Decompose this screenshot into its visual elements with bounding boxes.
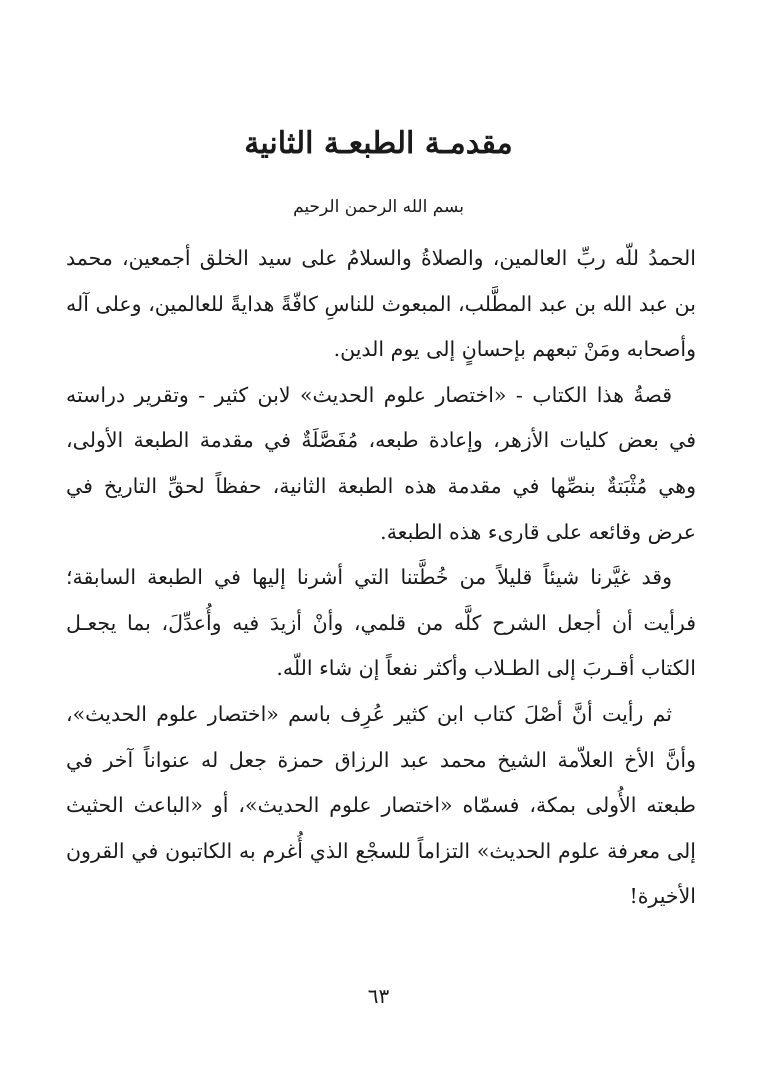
basmala: بسم الله الرحمن الرحيم	[293, 197, 464, 217]
body-text	[66, 236, 696, 920]
page-number: ٦٣	[367, 984, 390, 1008]
paragraph-1: الحمدُ للّه ربِّ العالمين، والصلاةُ والسلامُ على سيد الخلق أجمعين، محمد بن عبد الله بن عبد المطَّلب، المبعوث للناسِ كافّةً هدايةً للعالمين، وعلى آله وأصحابه ومَنْ تبعهم بإحسانٍ إلى يوم الدين.	[66, 246, 696, 362]
page-title: مقدمـة الطبعـة الثانية	[244, 126, 513, 161]
paragraph-2: قصةُ هذا الكتاب - «اختصار علوم الحديث» لابن كثير - وتقرير دراسته في بعض كليات الأزهر، وإعادة طبعه، مُفَصَّلَةٌ في مقدمة الطبعة الأولى، وهي مُثْبَتةٌ بنصِّها في مقدمة هذه الطبعة الثانية، حفظاً لحقِّ التاريخ في عرض وقائعه على قارىء هذه الطبعة.	[66, 382, 696, 544]
paragraph-3: وقد غيَّرنا شيئاً قليلاً من خُطَّتنا التي أشرنا إليها في الطبعة السابقة؛ فرأيت أن أجعل الشرح كلَّه من قلمي، وأنْ أزيدَ فيه وأُعدِّلَ، بما يجعـل الكتاب أقـربَ إلى الطـلاب وأكثر نفعاً إن شاء اللّه.	[66, 565, 696, 681]
paragraph-4: ثم رأيت أنَّ أصْلَ كتاب ابن كثير عُرِف باسم «اختصار علوم الحديث»، وأنَّ الأخ العلاّمة الشيخ محمد عبد الرزاق حمزة جعل له عنواناً آخر في طبعته الأُولى بمكة، فسمّاه «اختصار علوم الحديث»، أو «الباعث الحثيث إلى معرفة علوم الحديث» التزاماً للسجْع الذي أُغرم به الكاتبون في القرون الأخيرة!	[66, 701, 696, 909]
